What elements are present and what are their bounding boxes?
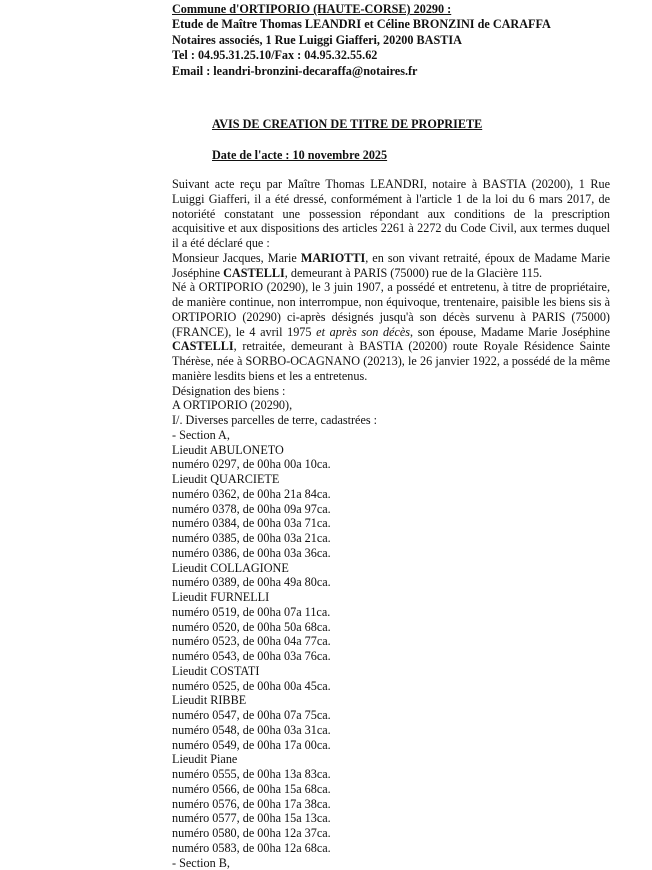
list-item: Désignation des biens : [172, 384, 610, 399]
possession-text: , retraitée, demeurant à BASTIA (20200) route Royale Résidence Sainte Thérèse, née à SORBO-OCAGNANO (20213), le 26 janvier 1922, a possédé de la même manière lesdits biens et les a entretenus. [172, 339, 610, 383]
spouse-surname: CASTELLI [223, 266, 285, 280]
list-item: Lieudit COLLAGIONE [172, 561, 610, 576]
list-item: numéro 0519, de 00ha 07a 11ca. [172, 605, 610, 620]
owner-text: Monsieur Jacques, Marie [172, 251, 301, 265]
list-item: numéro 0580, de 00ha 12a 37ca. [172, 826, 610, 841]
notary-email-line: Email : leandri-bronzini-decaraffa@notaires.fr [172, 64, 632, 79]
deed-paragraph: Suivant acte reçu par Maître Thomas LEANDRI, notaire à BASTIA (20200), 1 Rue Luiggi Giafferi, il a été dressé, conformément à l'article 1 de la loi du 6 mars 2017, de notoriété constatant une possession répondant aux conditions de la prescription acquisitive et aux dispositions des articles 2261 à 2272 du Code Civil, aux termes duquel il a été déclaré que : [172, 177, 610, 251]
possession-paragraph [172, 280, 610, 383]
list-item: Lieudit FURNELLI [172, 590, 610, 605]
owner-paragraph [172, 251, 610, 281]
list-item: A ORTIPORIO (20290), [172, 398, 610, 413]
list-item: numéro 0386, de 00ha 03a 36ca. [172, 546, 610, 561]
possession-text: Né à ORTIPORIO (20290), le 3 juin 1907, a possédé et entretenu, à titre de propriétaire, de manière continue, non interrompue, non équivoque, trentenaire, paisible les biens sis à ORTIPORIO (20290) ci-après désignés jusqu'à son décès survenu à PARIS (75000) (FRANCE), le 4 avril 1975 [172, 280, 610, 338]
notary-office-line: Etude de Maître Thomas LEANDRI et Céline BRONZINI de CARAFFA [172, 17, 632, 32]
list-item: numéro 0576, de 00ha 17a 38ca. [172, 797, 610, 812]
possession-text: , son épouse, Madame Marie Joséphine [410, 325, 610, 339]
list-item: - Section B, [172, 856, 610, 870]
list-item: numéro 0566, de 00ha 15a 68ca. [172, 782, 610, 797]
spouse-surname: CASTELLI [172, 339, 234, 353]
list-item: Lieudit ABULONETO [172, 443, 610, 458]
list-item: numéro 0378, de 00ha 09a 97ca. [172, 502, 610, 517]
list-item: numéro 0555, de 00ha 13a 83ca. [172, 767, 610, 782]
list-item: numéro 0384, de 00ha 03a 71ca. [172, 516, 610, 531]
list-item: Lieudit RIBBE [172, 693, 610, 708]
list-item: numéro 0577, de 00ha 15a 13ca. [172, 811, 610, 826]
owner-text: , en son vivant retraité, époux de Madame Marie Joséphine [172, 251, 610, 280]
list-item: Lieudit QUARCIETE [172, 472, 610, 487]
list-item: Lieudit COSTATI [172, 664, 610, 679]
list-item: numéro 0362, de 00ha 21a 84ca. [172, 487, 610, 502]
deed-date: Date de l'acte : 10 novembre 2025 [212, 148, 387, 163]
notice-title: AVIS DE CREATION DE TITRE DE PROPRIETE [212, 117, 482, 132]
list-item: numéro 0583, de 00ha 12a 68ca. [172, 841, 610, 856]
list-item: numéro 0543, de 00ha 03a 76ca. [172, 649, 610, 664]
list-item: - Section A, [172, 428, 610, 443]
list-item: I/. Diverses parcelles de terre, cadastrées : [172, 413, 610, 428]
list-item: numéro 0547, de 00ha 07a 75ca. [172, 708, 610, 723]
list-item: numéro 0523, de 00ha 04a 77ca. [172, 634, 610, 649]
owner-surname: MARIOTTI [301, 251, 365, 265]
notary-address-line: Notaires associés, 1 Rue Luiggi Giafferi, 20200 BASTIA [172, 33, 632, 48]
owner-text: , demeurant à PARIS (75000) rue de la Glacière 115. [285, 266, 542, 280]
commune-line: Commune d'ORTIPORIO (HAUTE-CORSE) 20290 : [172, 2, 632, 17]
list-item: numéro 0520, de 00ha 50a 68ca. [172, 620, 610, 635]
notice-body [172, 177, 610, 870]
list-item: Lieudit Piane [172, 752, 610, 767]
list-item: numéro 0549, de 00ha 17a 00ca. [172, 738, 610, 753]
parcel-list [172, 384, 610, 870]
list-item: numéro 0389, de 00ha 49a 80ca. [172, 575, 610, 590]
list-item: numéro 0525, de 00ha 00a 45ca. [172, 679, 610, 694]
possession-italic-text: et après son décès [316, 325, 410, 339]
notary-header [172, 2, 632, 79]
list-item: numéro 0548, de 00ha 03a 31ca. [172, 723, 610, 738]
list-item: numéro 0297, de 00ha 00a 10ca. [172, 457, 610, 472]
notary-phone-line: Tel : 04.95.31.25.10/Fax : 04.95.32.55.62 [172, 48, 632, 63]
list-item: numéro 0385, de 00ha 03a 21ca. [172, 531, 610, 546]
